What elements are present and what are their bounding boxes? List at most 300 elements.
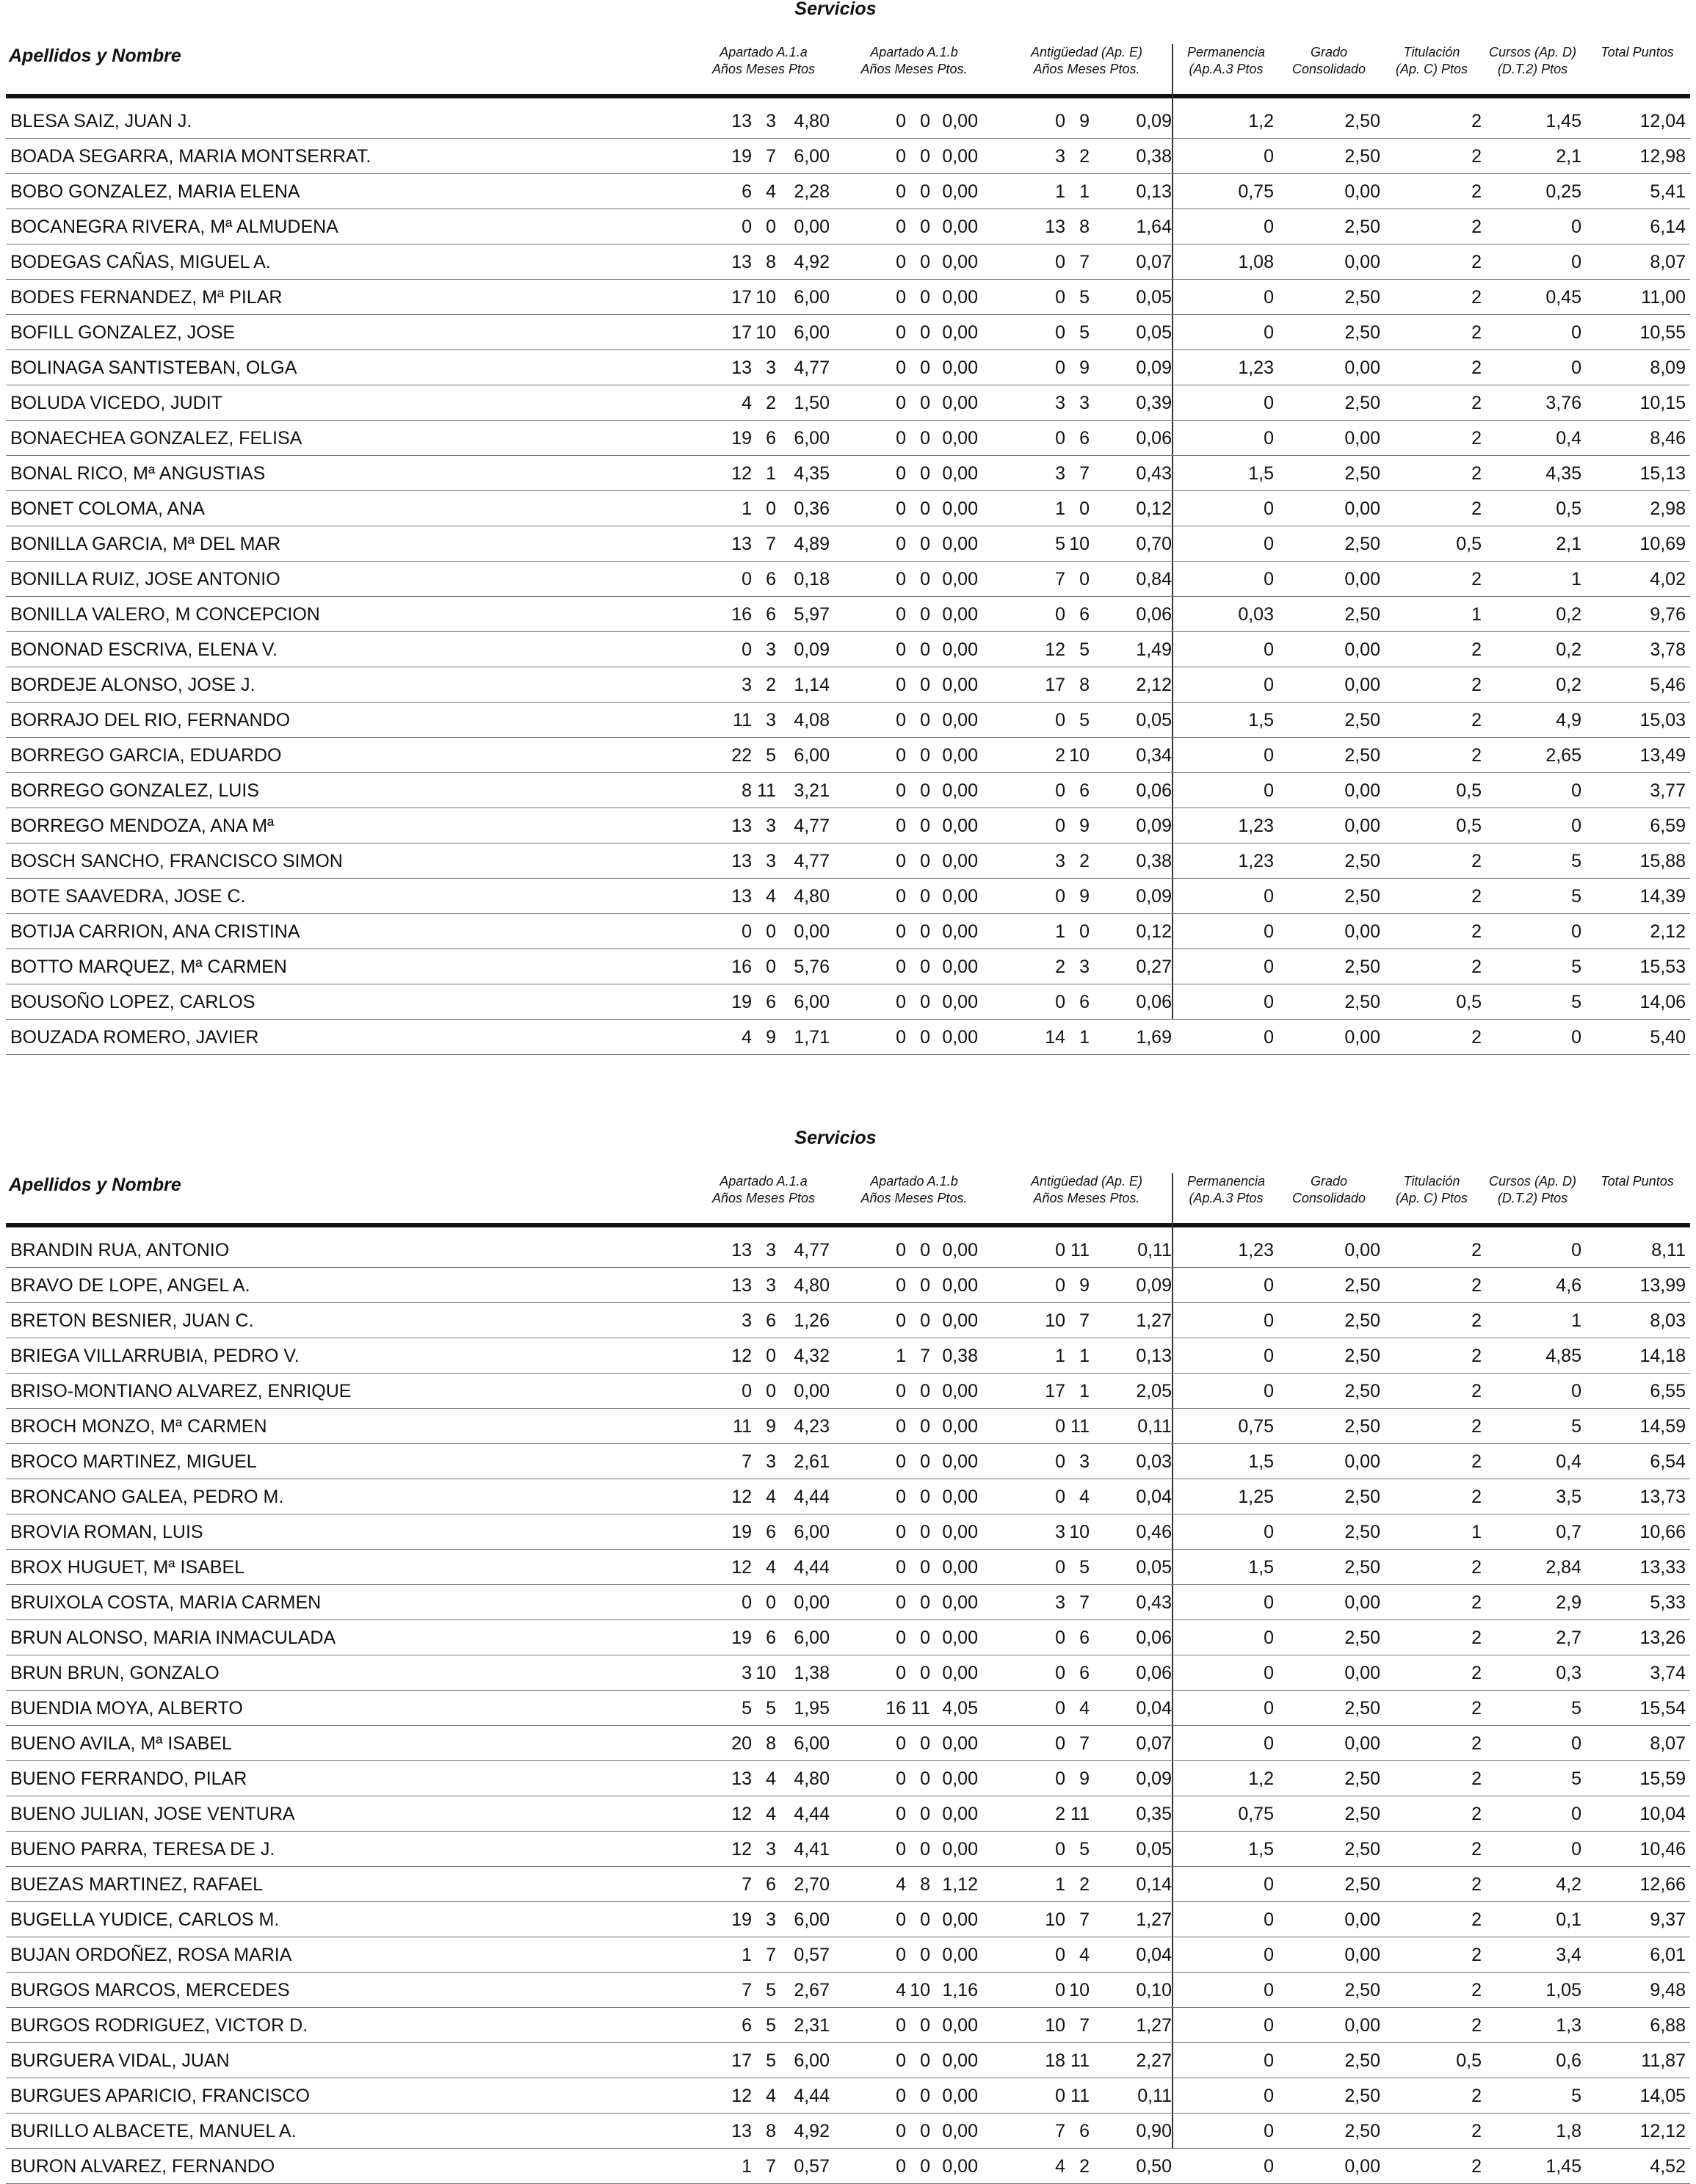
cell-a1b-ptos: 0,00 [942,498,978,519]
cell-titulacion: 2 [1471,1346,1482,1366]
cell-a1b-anos: 4 [896,1874,906,1895]
cell-a1b-ptos: 0,00 [942,1839,978,1860]
cell-a1a-meses: 8 [766,252,776,272]
cell-permanencia: 0 [1264,1663,1274,1683]
cell-a1b-meses: 0 [920,2086,930,2106]
cell-ant-ptos: 0,10 [1136,1980,1172,2000]
cell-ant-anos: 0 [1055,2086,1065,2106]
cell-ant-ptos: 0,70 [1136,534,1172,554]
cell-permanencia: 0 [1264,2050,1274,2071]
cell-permanencia: 0 [1264,498,1274,519]
cell-ant-ptos: 0,06 [1136,604,1172,625]
cell-a1b-ptos: 0,00 [942,181,978,202]
cell-a1b-anos: 0 [896,1275,906,1296]
cell-ant-ptos: 0,04 [1136,1698,1172,1719]
cell-a1a-meses: 7 [766,1945,776,1965]
cell-a1b-ptos: 0,00 [942,886,978,907]
cell-titulacion: 2 [1471,463,1482,484]
cell-a1a-meses: 0 [766,957,776,977]
cell-a1b-anos: 0 [896,2015,906,2036]
cell-a1b-ptos: 0,00 [942,252,978,272]
cell-a1b-meses: 7 [920,1346,930,1366]
cell-a1a-ptos: 1,71 [794,1027,830,1048]
cell-grado: 2,50 [1344,1310,1380,1331]
cell-ant-meses: 3 [1079,957,1090,977]
cell-total: 8,03 [1650,1310,1686,1331]
cell-a1a-meses: 4 [766,1804,776,1824]
cell-permanencia: 1,5 [1248,710,1274,730]
cell-titulacion: 2 [1471,498,1482,519]
cell-cursos: 0 [1571,1027,1581,1048]
cell-total: 9,37 [1650,1909,1686,1930]
cell-ant-ptos: 1,27 [1136,1310,1172,1331]
cell-ant-anos: 1 [1055,498,1065,519]
cell-ant-ptos: 0,90 [1136,2121,1172,2141]
cell-a1b-ptos: 0,00 [942,2086,978,2106]
table-row [6,949,1690,984]
cell-a1a-meses: 10 [755,1663,776,1683]
cell-permanencia: 0 [1264,1980,1274,2000]
cell-cursos: 0 [1571,1381,1581,1401]
cell-total: 4,02 [1650,569,1686,589]
cell-name: BRUIXOLA COSTA, MARIA CARMEN [10,1592,322,1613]
table-row [6,1233,1690,1268]
header-permanencia: Permanencia (Ap.A.3 Ptos [1186,1174,1266,1205]
table-row [6,1691,1690,1726]
cell-permanencia: 0 [1264,921,1274,942]
cell-a1a-anos: 3 [742,1663,752,1683]
cell-cursos: 4,6 [1556,1275,1581,1296]
cell-cursos: 1,3 [1556,2015,1581,2036]
cell-a1a-ptos: 2,61 [794,1451,830,1472]
cell-ant-ptos: 0,06 [1136,780,1172,801]
cell-name: BURILLO ALBACETE, MANUEL A. [10,2121,297,2141]
cell-ant-anos: 0 [1055,1416,1065,1437]
table-row [6,1655,1690,1691]
table-row [6,1973,1690,2008]
table-row [6,1550,1690,1585]
cell-total: 6,54 [1650,1451,1686,1472]
cell-permanencia: 0,75 [1238,1804,1274,1824]
cell-total: 13,49 [1639,745,1686,766]
cell-titulacion: 2 [1471,1804,1482,1824]
cell-permanencia: 1,23 [1238,851,1274,871]
cell-titulacion: 2 [1471,322,1482,343]
cell-permanencia: 0 [1264,957,1274,977]
cell-name: BURGOS MARCOS, MERCEDES [10,1980,290,2000]
cell-titulacion: 2 [1471,1698,1482,1719]
cell-grado: 0,00 [1344,1451,1380,1472]
cell-grado: 2,50 [1344,1275,1380,1296]
cell-ant-ptos: 0,05 [1136,1557,1172,1578]
cell-grado: 0,00 [1344,1663,1380,1683]
cell-ant-meses: 4 [1079,1487,1090,1507]
cell-grado: 0,00 [1344,498,1380,519]
cell-ant-anos: 0 [1055,1557,1065,1578]
cell-a1a-ptos: 4,80 [794,886,830,907]
cell-ant-ptos: 0,43 [1136,463,1172,484]
cell-a1b-meses: 0 [920,2050,930,2071]
cell-ant-ptos: 0,06 [1136,992,1172,1012]
cell-a1a-ptos: 6,00 [794,1628,830,1648]
cell-a1a-anos: 17 [731,322,752,343]
cell-cursos: 0 [1571,1839,1581,1860]
cell-a1a-meses: 4 [766,2086,776,2106]
table-row [6,1479,1690,1514]
cell-a1a-ptos: 0,18 [794,569,830,589]
cell-titulacion: 2 [1471,2121,1482,2141]
table-row [6,844,1690,879]
cell-a1b-meses: 0 [920,1945,930,1965]
cell-ant-anos: 5 [1055,534,1065,554]
cell-total: 3,74 [1650,1663,1686,1683]
cell-name: BUJAN ORDOÑEZ, ROSA MARIA [10,1945,292,1965]
cell-ant-anos: 3 [1055,463,1065,484]
cell-total: 6,59 [1650,816,1686,836]
cell-a1a-meses: 5 [766,2015,776,2036]
cell-titulacion: 2 [1471,1416,1482,1437]
cell-ant-ptos: 1,69 [1136,1027,1172,1048]
cell-ant-meses: 9 [1079,1768,1090,1789]
cell-ant-anos: 0 [1055,816,1065,836]
cell-ant-ptos: 2,27 [1136,2050,1172,2071]
cell-a1a-meses: 3 [766,1909,776,1930]
cell-a1a-ptos: 0,00 [794,217,830,237]
cell-titulacion: 2 [1471,1275,1482,1296]
cell-a1a-anos: 12 [731,2086,752,2106]
cell-total: 14,06 [1639,992,1686,1012]
cell-a1a-meses: 7 [766,146,776,167]
table-row [6,491,1690,526]
cell-a1a-anos: 13 [731,111,752,131]
cell-name: BORREGO GONZALEZ, LUIS [10,780,259,801]
cell-a1b-meses: 0 [920,287,930,308]
cell-ant-meses: 11 [1070,2086,1090,2106]
cell-ant-ptos: 0,11 [1137,2086,1172,2106]
table-row [6,2078,1690,2114]
cell-cursos: 0 [1571,1240,1581,1260]
cell-ant-ptos: 0,11 [1137,1416,1172,1437]
cell-grado: 2,50 [1344,1839,1380,1860]
cell-ant-meses: 10 [1069,1980,1090,2000]
cell-a1b-ptos: 0,00 [942,675,978,695]
cell-ant-anos: 3 [1055,393,1065,413]
cell-a1a-ptos: 4,44 [794,2086,830,2106]
cell-ant-anos: 0 [1055,780,1065,801]
cell-cursos: 1 [1571,1310,1581,1331]
cell-ant-meses: 7 [1079,1592,1090,1613]
cell-a1b-ptos: 0,00 [942,851,978,871]
cell-a1b-anos: 0 [896,921,906,942]
cell-a1a-anos: 13 [731,2121,752,2141]
table-row [6,209,1690,244]
cell-a1b-anos: 0 [896,146,906,167]
cell-a1a-ptos: 4,77 [794,1240,830,1260]
cell-cursos: 5 [1571,992,1581,1012]
cell-a1b-ptos: 0,00 [942,745,978,766]
cell-a1b-ptos: 0,00 [942,569,978,589]
cell-grado: 0,00 [1344,639,1380,660]
cell-total: 9,76 [1650,604,1686,625]
cell-a1a-meses: 2 [766,675,776,695]
cell-titulacion: 2 [1471,1909,1482,1930]
cell-a1b-anos: 0 [896,2050,906,2071]
cell-cursos: 0,25 [1545,181,1581,202]
cell-ant-ptos: 0,14 [1136,1874,1172,1895]
cell-a1b-ptos: 0,00 [942,639,978,660]
cell-ant-anos: 0 [1055,710,1065,730]
cell-total: 6,01 [1650,1945,1686,1965]
cell-a1b-meses: 0 [920,1628,930,1648]
cell-a1a-ptos: 1,95 [794,1698,830,1719]
cell-total: 15,88 [1639,851,1686,871]
cell-a1a-meses: 8 [766,1733,776,1754]
cell-ant-meses: 9 [1079,886,1090,907]
cell-cursos: 0 [1571,1804,1581,1824]
cell-ant-ptos: 1,27 [1136,1909,1172,1930]
cell-total: 15,59 [1639,1768,1686,1789]
cell-ant-meses: 0 [1079,569,1090,589]
cell-a1a-ptos: 5,76 [794,957,830,977]
table-row [6,597,1690,632]
cell-permanencia: 0 [1264,428,1274,449]
cell-cursos: 0 [1571,780,1581,801]
cell-titulacion: 2 [1471,710,1482,730]
cell-a1a-meses: 0 [766,1346,776,1366]
cell-ant-ptos: 0,05 [1136,322,1172,343]
cell-a1b-ptos: 0,00 [942,604,978,625]
cell-permanencia: 0 [1264,534,1274,554]
cell-a1a-ptos: 0,00 [794,1381,830,1401]
cell-ant-anos: 1 [1055,921,1065,942]
cell-grado: 0,00 [1344,1733,1380,1754]
cell-a1b-meses: 0 [920,1768,930,1789]
cell-a1a-ptos: 0,00 [794,921,830,942]
cell-permanencia: 0 [1264,1592,1274,1613]
cell-a1b-ptos: 0,00 [942,1275,978,1296]
cell-ant-meses: 5 [1079,287,1090,308]
cell-name: BOADA SEGARRA, MARIA MONTSERRAT. [10,146,372,167]
cell-ant-anos: 0 [1055,1663,1065,1683]
cell-titulacion: 2 [1471,1733,1482,1754]
table-row [6,1832,1690,1867]
cell-cursos: 4,9 [1556,710,1581,730]
cell-permanencia: 1,08 [1238,252,1274,272]
cell-ant-anos: 10 [1045,1310,1065,1331]
table-row [6,456,1690,491]
cell-a1a-meses: 7 [766,534,776,554]
table-row [6,703,1690,738]
cell-grado: 0,00 [1344,2015,1380,2036]
cell-total: 8,11 [1651,1240,1686,1260]
cell-ant-anos: 0 [1055,1240,1065,1260]
cell-total: 5,46 [1650,675,1686,695]
cell-grado: 2,50 [1344,886,1380,907]
cell-a1a-ptos: 4,92 [794,2121,830,2141]
cell-ant-meses: 7 [1079,252,1090,272]
cell-a1b-anos: 0 [896,358,906,378]
table-row [6,526,1690,562]
cell-ant-meses: 5 [1079,639,1090,660]
table-row [6,421,1690,456]
cell-a1a-ptos: 4,92 [794,252,830,272]
cell-permanencia: 0 [1264,1275,1274,1296]
cell-a1b-anos: 0 [896,1839,906,1860]
cell-permanencia: 0 [1264,2156,1274,2177]
cell-ant-meses: 4 [1079,1945,1090,1965]
cell-a1a-anos: 20 [731,1733,752,1754]
table-body [6,1233,1690,2184]
cell-titulacion: 0,5 [1456,816,1482,836]
cell-ant-meses: 5 [1079,1839,1090,1860]
cell-a1b-anos: 0 [896,322,906,343]
cell-a1a-ptos: 0,00 [794,1592,830,1613]
cell-ant-anos: 0 [1055,1839,1065,1860]
cell-titulacion: 0,5 [1456,534,1482,554]
cell-ant-anos: 0 [1055,322,1065,343]
cell-a1b-meses: 11 [911,1698,930,1719]
cell-a1a-ptos: 6,00 [794,287,830,308]
cell-total: 15,13 [1639,463,1686,484]
cell-ant-anos: 0 [1055,1487,1065,1507]
cell-ant-meses: 1 [1079,1381,1090,1401]
cell-ant-meses: 11 [1070,1804,1090,1824]
cell-a1a-anos: 19 [731,1628,752,1648]
cell-ant-meses: 9 [1079,1275,1090,1296]
cell-a1a-meses: 6 [766,1628,776,1648]
cell-a1b-meses: 0 [920,851,930,871]
cell-titulacion: 0,5 [1456,780,1482,801]
cell-name: BODES FERNANDEZ, Mª PILAR [10,287,283,308]
cell-name: BOLINAGA SANTISTEBAN, OLGA [10,358,297,378]
cell-name: BOUSOÑO LOPEZ, CARLOS [10,992,256,1012]
cell-titulacion: 2 [1471,886,1482,907]
cell-a1a-anos: 19 [731,1909,752,1930]
cell-a1a-meses: 2 [766,393,776,413]
table-row [6,1020,1690,1055]
cell-name: BRUN BRUN, GONZALO [10,1663,220,1683]
table-row [6,2008,1690,2043]
header-cursos: Cursos (Ap. D) (D.T.2) Ptos [1488,45,1577,76]
cell-total: 14,18 [1639,1346,1686,1366]
cell-total: 14,39 [1639,886,1686,907]
cell-permanencia: 1,5 [1248,1839,1274,1860]
cell-cursos: 5 [1571,1416,1581,1437]
cell-a1b-anos: 0 [896,816,906,836]
cell-a1b-ptos: 0,00 [942,2015,978,2036]
cell-titulacion: 2 [1471,252,1482,272]
table-row [6,667,1690,703]
cell-total: 8,07 [1650,252,1686,272]
cell-ant-meses: 3 [1079,393,1090,413]
cell-titulacion: 2 [1471,1628,1482,1648]
cell-ant-meses: 5 [1079,1557,1090,1578]
cell-a1a-anos: 13 [731,1275,752,1296]
cell-permanencia: 0,75 [1238,181,1274,202]
table-row [6,1374,1690,1409]
cell-name: BUENO FERRANDO, PILAR [10,1768,247,1789]
cell-cursos: 0 [1571,252,1581,272]
cell-name: BRONCANO GALEA, PEDRO M. [10,1487,284,1507]
cell-a1a-meses: 4 [766,181,776,202]
cell-a1b-ptos: 0,00 [942,1487,978,1507]
cell-titulacion: 1 [1471,604,1482,625]
cell-ant-ptos: 0,34 [1136,745,1172,766]
cell-titulacion: 2 [1471,358,1482,378]
cell-a1b-ptos: 0,00 [942,111,978,131]
cell-a1a-ptos: 4,08 [794,710,830,730]
cell-grado: 0,00 [1344,1027,1380,1048]
cell-grado: 2,50 [1344,957,1380,977]
table-row [6,174,1690,209]
cell-grado: 0,00 [1344,921,1380,942]
cell-a1b-anos: 0 [896,1909,906,1930]
cell-titulacion: 2 [1471,1945,1482,1965]
cell-name: BORREGO GARCIA, EDUARDO [10,745,282,766]
cell-total: 13,26 [1639,1628,1686,1648]
cell-ant-meses: 1 [1079,1346,1090,1366]
cell-total: 5,41 [1650,181,1686,202]
cell-permanencia: 0 [1264,1027,1274,1048]
cell-total: 14,05 [1639,2086,1686,2106]
cell-permanencia: 0 [1264,639,1274,660]
cell-a1a-anos: 0 [742,1592,752,1613]
cell-a1a-anos: 12 [731,1839,752,1860]
cell-ant-ptos: 0,05 [1136,1839,1172,1860]
cell-a1b-ptos: 0,00 [942,1240,978,1260]
cell-a1a-anos: 13 [731,851,752,871]
cell-ant-anos: 1 [1055,1346,1065,1366]
cell-total: 12,12 [1639,2121,1686,2141]
cell-titulacion: 2 [1471,1240,1482,1260]
cell-a1b-ptos: 0,00 [942,428,978,449]
cell-a1a-ptos: 2,28 [794,181,830,202]
cell-permanencia: 0 [1264,217,1274,237]
cell-cursos: 0 [1571,816,1581,836]
cell-a1b-ptos: 0,00 [942,816,978,836]
cell-permanencia: 0 [1264,675,1274,695]
cell-a1a-ptos: 6,00 [794,1909,830,1930]
cell-ant-ptos: 0,06 [1136,428,1172,449]
cell-a1a-meses: 0 [766,498,776,519]
header-rule [6,94,1690,98]
cell-ant-meses: 8 [1079,675,1090,695]
cell-ant-anos: 0 [1055,252,1065,272]
cell-cursos: 4,35 [1545,463,1581,484]
table-row [6,1761,1690,1796]
cell-cursos: 0,45 [1545,287,1581,308]
cell-total: 5,40 [1650,1027,1686,1048]
cell-ant-ptos: 0,07 [1136,1733,1172,1754]
cell-a1a-meses: 7 [766,2156,776,2177]
cell-a1a-anos: 19 [731,428,752,449]
cell-a1b-meses: 0 [920,921,930,942]
cell-a1b-anos: 0 [896,604,906,625]
cell-a1a-ptos: 6,00 [794,146,830,167]
cell-a1a-meses: 6 [766,569,776,589]
cell-titulacion: 2 [1471,2156,1482,2177]
cell-grado: 2,50 [1344,2086,1380,2106]
cell-total: 3,77 [1650,780,1686,801]
cell-a1a-anos: 1 [742,498,752,519]
cell-ant-anos: 3 [1055,1522,1065,1542]
cell-a1a-anos: 13 [731,1240,752,1260]
cell-a1a-meses: 3 [766,1240,776,1260]
cell-titulacion: 2 [1471,1874,1482,1895]
cell-titulacion: 2 [1471,745,1482,766]
cell-grado: 2,50 [1344,1346,1380,1366]
cell-ant-ptos: 0,39 [1136,393,1172,413]
